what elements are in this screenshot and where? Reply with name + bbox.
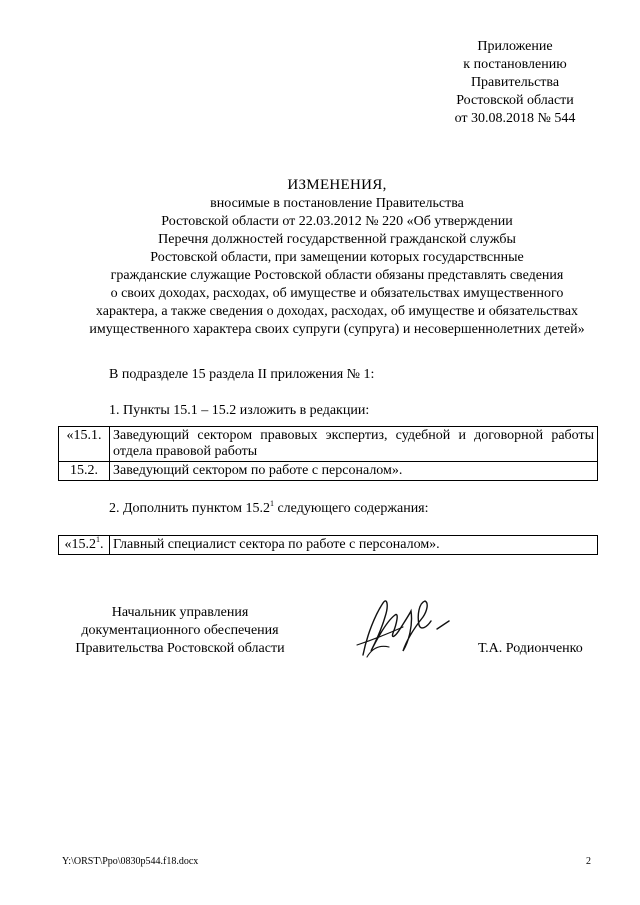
handwritten-signature (345, 585, 455, 670)
title-line: гражданские служащие Ростовской области обязаны представлять сведения (110, 268, 564, 283)
title-heading: ИЗМЕНЕНИЯ, (287, 177, 387, 193)
row-text: Заведующий сектором правовых экспертиз, судебной и договорной работы отдела правовой работы (110, 427, 598, 462)
row-text: Главный специалист сектора по работе с персоналом». (110, 536, 598, 555)
item-2-text-after: следующего содержания: (273, 501, 429, 516)
row-number-superscript: 1 (96, 535, 100, 544)
signatory-title (60, 604, 300, 658)
item-2-table (58, 535, 598, 555)
row-text: Заведующий сектором по работе с персоналом». (110, 462, 598, 481)
item-2-text-before: 2. Дополнить пунктом 15.2 (109, 501, 270, 516)
appendix-line: от 30.08.2018 № 544 (454, 111, 576, 126)
signatory-line: Правительства Ростовской области (75, 641, 285, 656)
table-row (59, 462, 598, 481)
title-line: Ростовской области от 22.03.2012 № 220 «Об утверждении (161, 214, 513, 229)
table-row (59, 427, 598, 462)
title-line: имущественного характера своих супруги (супруга) и несовершеннолетних детей» (89, 322, 585, 337)
appendix-line: к постановлению (463, 57, 567, 72)
title-line: о своих доходах, расходах, об имуществе и обязательствах имущественного (110, 286, 564, 301)
page-number: 2 (586, 856, 591, 867)
appendix-header (420, 38, 610, 128)
signatory-line: Начальник управления (111, 605, 249, 620)
row-number-main: «15.2 (64, 537, 96, 552)
title-line: характера, а также сведения о доходах, расходах, об имуществе и обязательствах (95, 304, 579, 319)
file-path: Y:\ORST\Ppo\0830p544.f18.docx (62, 856, 199, 867)
row-number: «15.1. (59, 427, 110, 462)
title-line: вносимые в постановление Правительства (210, 196, 464, 211)
appendix-line: Правительства (470, 75, 560, 90)
row-number (59, 536, 110, 555)
table-row (59, 536, 598, 555)
title-line: Ростовской области, при замещении которых государствснные (150, 250, 524, 265)
row-number-dot: . (100, 537, 104, 552)
appendix-line: Ростовской области (456, 93, 574, 108)
appendix-line: Приложение (477, 39, 553, 54)
item-2-superscript: 1 (269, 499, 274, 508)
item-1-paragraph: 1. Пункты 15.1 – 15.2 изложить в редакции: (109, 403, 370, 418)
intro-paragraph: В подразделе 15 раздела II приложения № 1: (109, 367, 375, 382)
item-1-table (58, 426, 598, 481)
item-2-paragraph (109, 500, 429, 518)
document-title (40, 176, 634, 339)
row-number: 15.2. (59, 462, 110, 481)
title-line: Перечня должностей государственной гражданской службы (158, 232, 516, 247)
signatory-name: Т.А. Родионченко (478, 641, 583, 656)
signatory-line: документационного обеспечения (81, 623, 279, 638)
